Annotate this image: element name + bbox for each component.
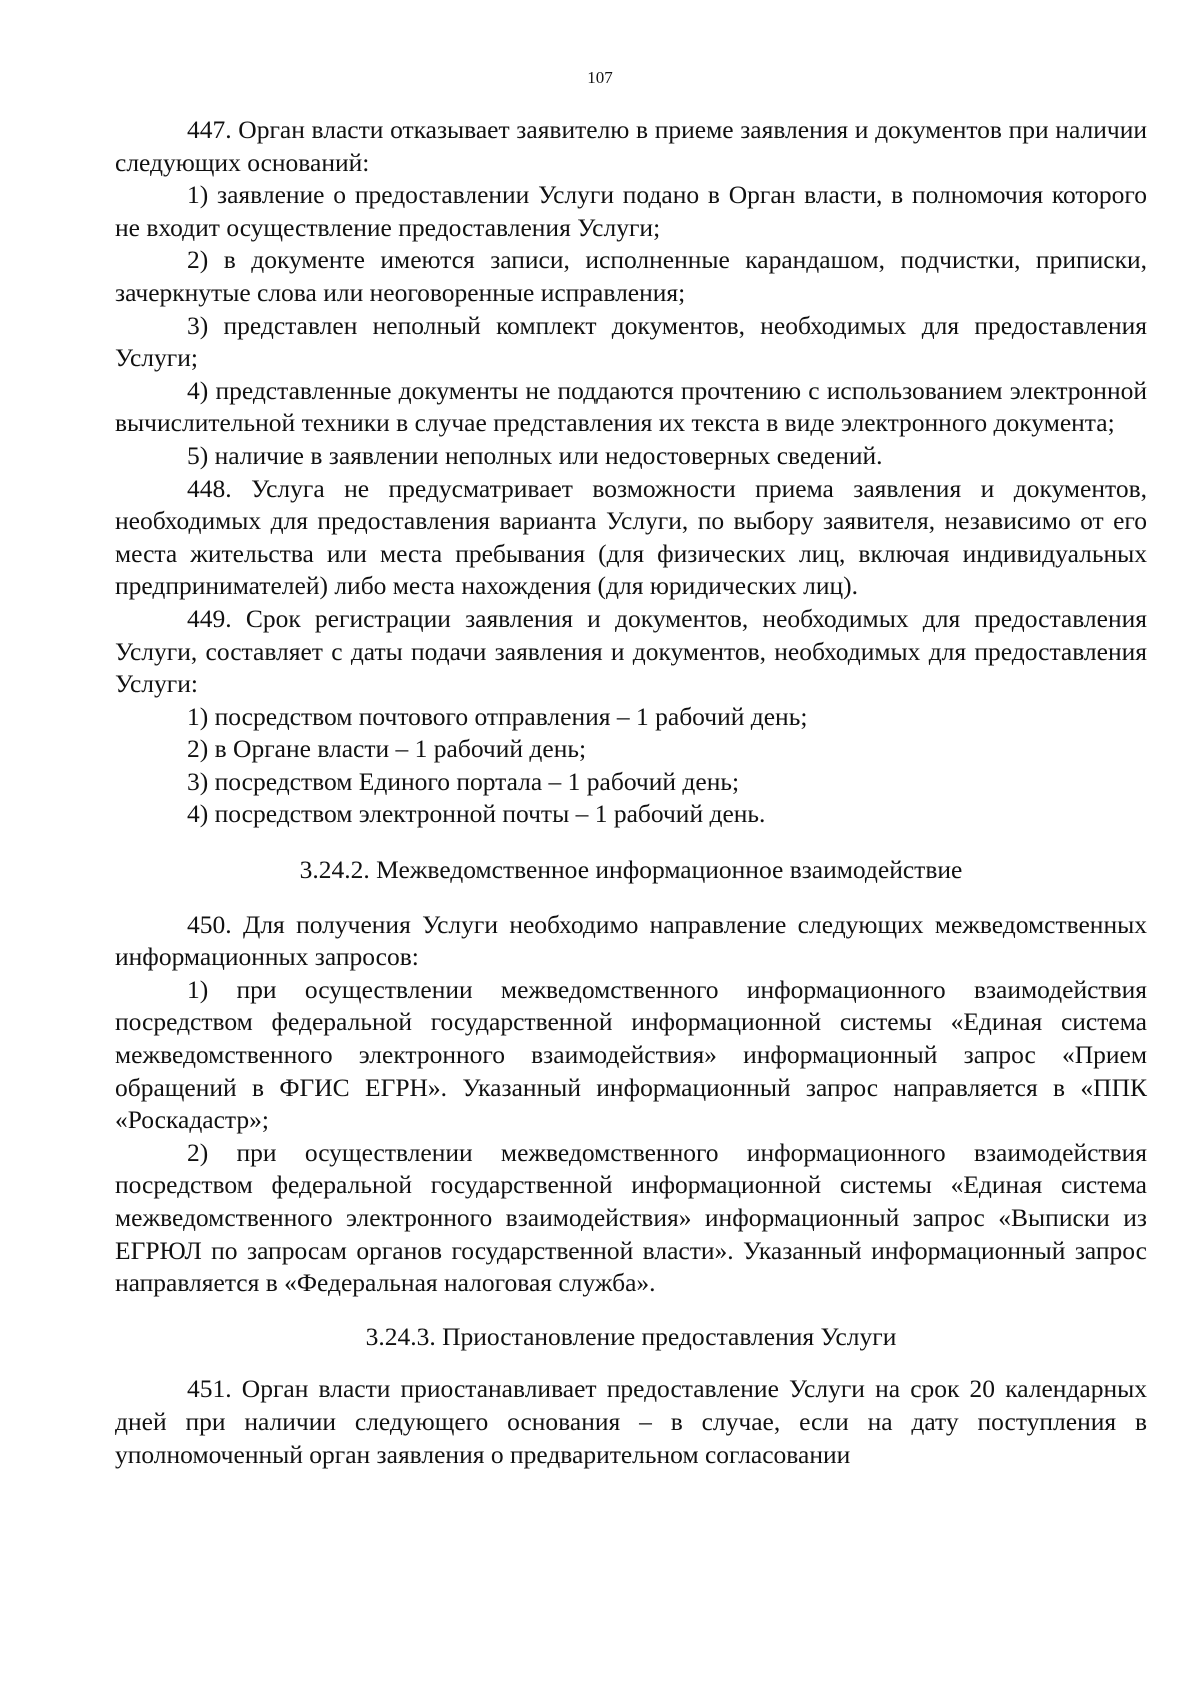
paragraph-447: 447. Орган власти отказывает заявителю в приеме заявления и документов при наличии следующих оснований:	[115, 115, 1147, 177]
list-item-447-1: 1) заявление о предоставлении Услуги подано в Орган власти, в полномочия которого не входит осуществление предоставления Услуги;	[115, 180, 1147, 242]
list-item-450-2: 2) при осуществлении межведомственного информационного взаимодействия посредством федеральной государственной информационной системы «Единая система межведомственного электронного взаимодействия» информационный запрос «Выписки из ЕГРЮЛ по запросам органов государственной власти». Указанный информационный запрос направляется в «Федеральная налоговая служба».	[115, 1137, 1147, 1298]
section-heading-3-24-3: 3.24.3. Приостановление предоставления Услуги	[365, 1321, 897, 1351]
list-item-449-4: 4) посредством электронной почты – 1 рабочий день.	[187, 799, 766, 829]
paragraph-451: 451. Орган власти приостанавливает предоставление Услуги на срок 20 календарных дней при наличии следующего основания – в случае, если на дату поступления в уполномоченный орган заявления о предварительном согласовании	[115, 1374, 1147, 1469]
paragraph-450: 450. Для получения Услуги необходимо направление следующих межведомственных информационных запросов:	[115, 909, 1147, 972]
document-body	[115, 114, 1147, 1471]
section-heading-3-24-2: 3.24.2. Межведомственное информационное взаимодействие	[299, 855, 963, 885]
paragraph-449: 449. Срок регистрации заявления и документов, необходимых для предоставления Услуги, составляет с даты подачи заявления и документов, необходимых для предоставления Услуги:	[115, 603, 1147, 699]
list-item-449-1: 1) посредством почтового отправления – 1 рабочий день;	[187, 701, 808, 731]
list-item-447-4: 4) представленные документы не поддаются прочтению с использованием электронной вычислительной техники в случае представления их текста в виде электронного документа;	[115, 375, 1147, 438]
list-item-447-2: 2) в документе имеются записи, исполненные карандашом, подчистки, приписки, зачеркнутые слова или неоговоренные исправления;	[115, 245, 1147, 307]
list-item-447-3: 3) представлен неполный комплект документов, необходимых для предоставления Услуги;	[115, 310, 1147, 373]
list-item-449-3: 3) посредством Единого портала – 1 рабочий день;	[187, 766, 740, 796]
paragraph-448: 448. Услуга не предусматривает возможности приема заявления и документов, необходимых для предоставления варианта Услуги, по выбору заявителя, независимо от его места жительства или места пребывания (для физических лиц, включая индивидуальных предпринимателей) либо места нахождения (для юридических лиц).	[115, 473, 1147, 601]
page-number: 107	[587, 68, 613, 87]
list-item-450-1: 1) при осуществлении межведомственного информационного взаимодействия посредством федеральной государственной информационной системы «Единая система межведомственного электронного взаимодействия» информационный запрос «Прием обращений в ФГИС ЕГРН». Указанный информационный запрос направляется в «ППК «Роскадастр»;	[115, 974, 1147, 1135]
list-item-449-2: 2) в Органе власти – 1 рабочий день;	[187, 734, 587, 764]
list-item-447-5: 5) наличие в заявлении неполных или недостоверных сведений.	[187, 440, 883, 470]
